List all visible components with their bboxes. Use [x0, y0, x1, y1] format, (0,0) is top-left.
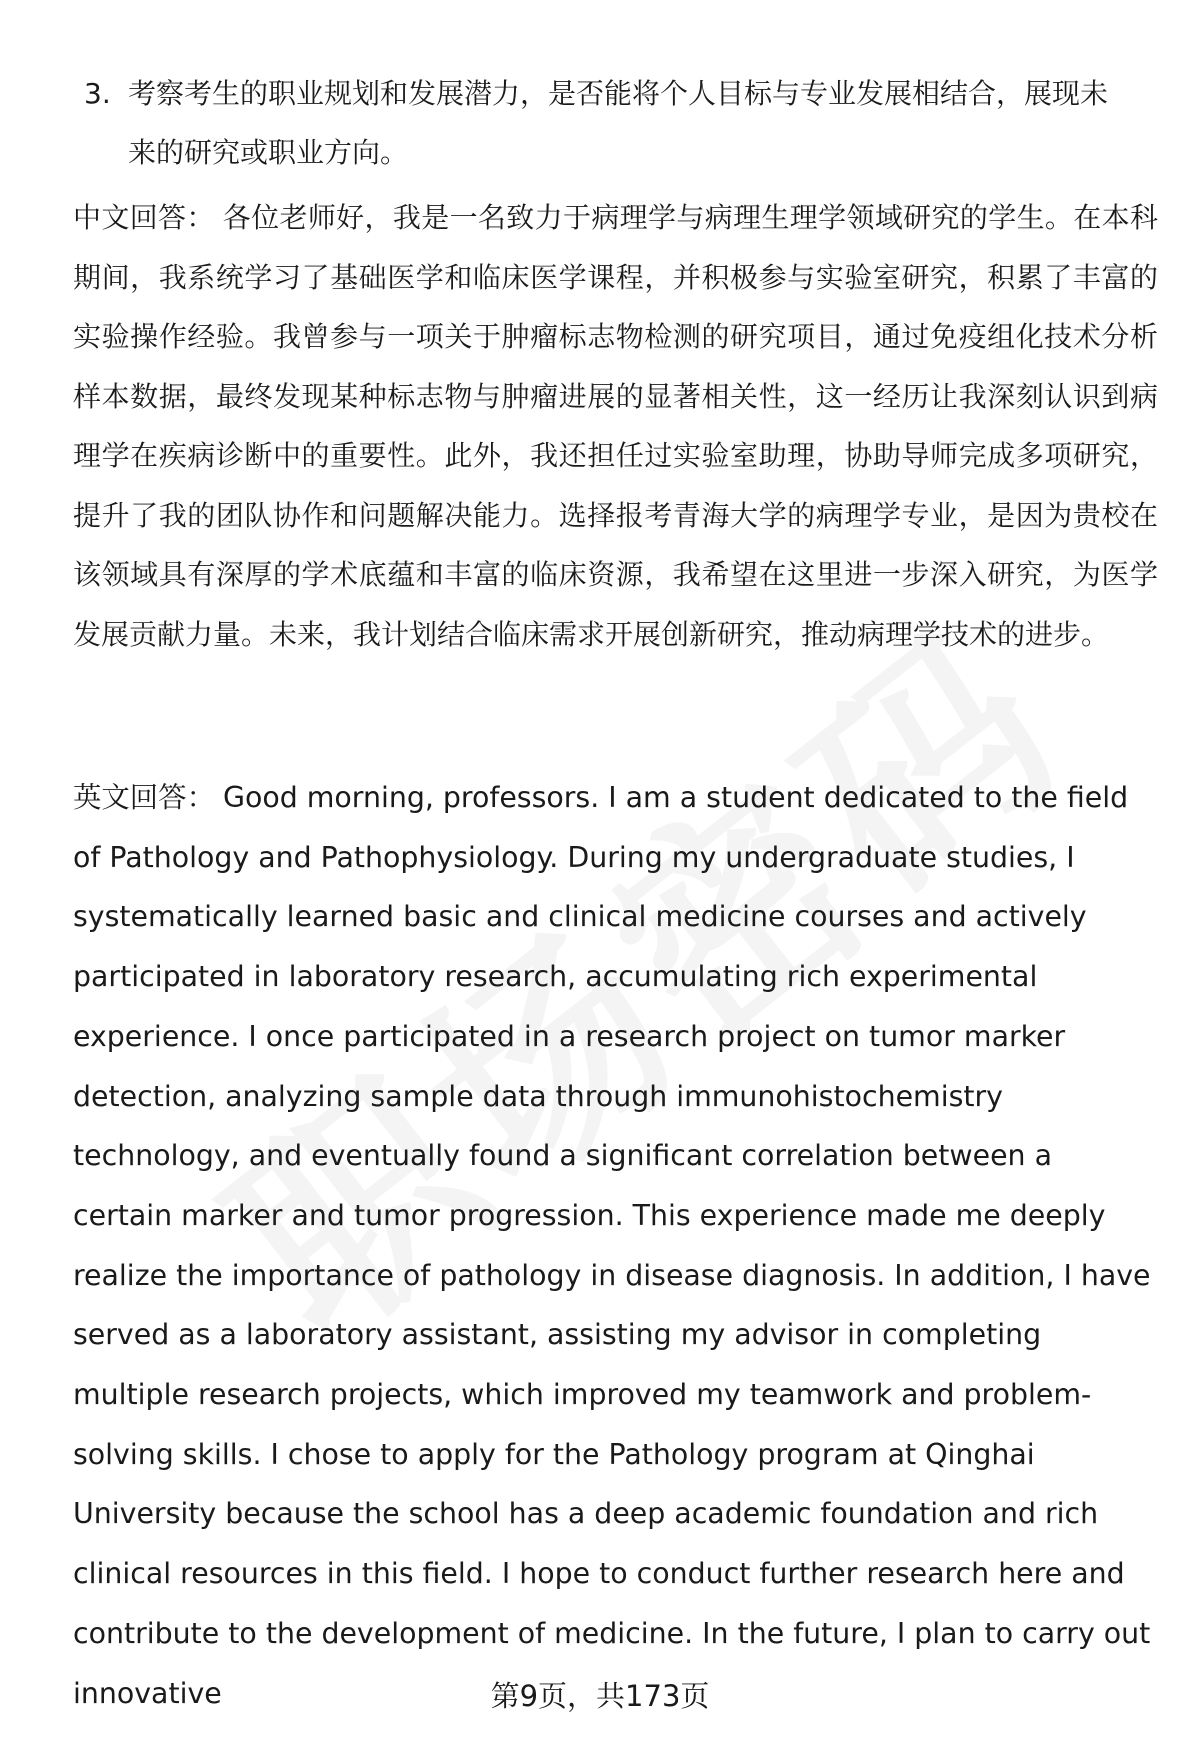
chinese-answer-text: 各位老师好，我是一名致力于病理学与病理生理学领域研究的学生。在本科期间，我系统学习了基础医学和临床医学课程，并积极参与实验室研究，积累了丰富的实验操作经验。我曾参与一项关于肿瘤标志物检测的研究项目，通过免疫组化技术分析样本数据，最终发现某种标志物与肿瘤进展的显著相关性，这一经历让我深刻认识到病理学在疾病诊断中的重要性。此外，我还担任过实验室助理，协助导师完成多项研究，提升了我的团队协作和问题解决能力。选择报考青海大学的病理学专业，是因为贵校在该领域具有深厚的学术底蕴和丰富的临床资源，我希望在这里进一步深入研究，为医学发展贡献力量。未来，我计划结合临床需求开展创新研究，推动病理学技术的进步。 — [73, 201, 1158, 651]
english-answer-paragraph — [73, 768, 1158, 1723]
chinese-answer-paragraph — [73, 188, 1158, 664]
list-item-text: 考察考生的职业规划和发展潜力，是否能将个人目标与专业发展相结合，展现未来的研究或职业方向。 — [128, 77, 1109, 169]
page-footer — [0, 1676, 1200, 1716]
english-answer-text: Good morning, professors. I am a student dedicated to the field of Pathology and Pathophysiology. During my undergraduate studies, I systematically learned basic and clinical medicine courses and actively participated in laboratory research, accumulating rich experimental experience. I once participated in a research project on tumor marker detection, analyzing sample data through immunohistochemistry technology, and eventually found a significant correlation between a certain marker and tumor progression. This experience made me deeply realize the importance of pathology in disease diagnosis. In addition, I have served as a laboratory assistant, assisting my advisor in completing multiple research projects, which improved my teamwork and problem-solving skills. I chose to apply for the Pathology program at Qinghai University because the school has a deep academic foundation and rich clinical resources in this field. I hope to conduct further research here and contribute to the development of medicine. In the future, I plan to carry out innovative — [73, 781, 1151, 1710]
chinese-answer-label: 中文回答： — [73, 201, 215, 234]
list-item-number: 3. — [84, 77, 111, 110]
english-answer-label: 英文回答： — [73, 781, 215, 814]
page-number: 第9页，共173页 — [490, 1679, 710, 1713]
question-list-item — [84, 64, 1154, 182]
